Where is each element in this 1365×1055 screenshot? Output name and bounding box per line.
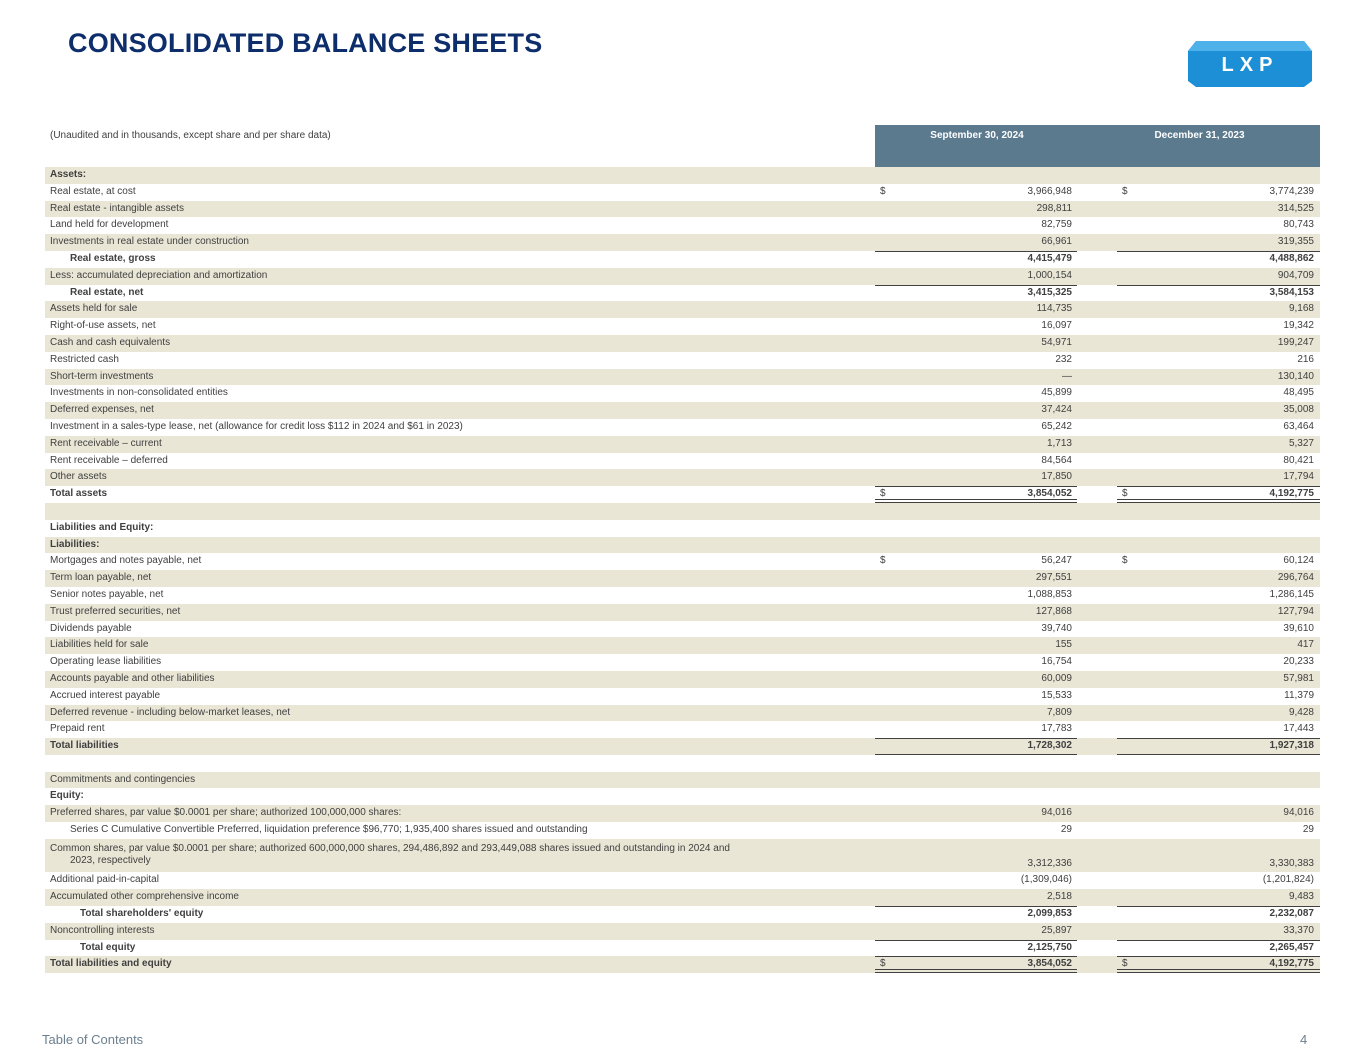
table-row [45,217,1320,234]
table-row [45,234,1320,251]
table-row [45,872,1320,889]
table-row [45,402,1320,419]
value-sep-2024: 17,850 [1041,471,1072,483]
currency-symbol: $ [1122,555,1128,567]
table-row [45,167,1320,184]
row-label: Less: accumulated depreciation and amortization [50,269,268,281]
subtotal-rule [875,956,1077,957]
row-label: Real estate, at cost [50,185,136,197]
table-row [45,318,1320,335]
row-label: Preferred shares, par value $0.0001 per share; authorized 100,000,000 shares: [50,807,402,819]
value-sep-2024: 114,735 [1036,303,1072,315]
subtotal-rule [1117,906,1320,907]
table-row [45,721,1320,738]
row-label: Assets held for sale [50,303,138,315]
value-sep-2024: 15,533 [1041,689,1072,701]
lxp-logo [1188,37,1312,89]
value-sep-2024: 3,312,336 [1027,857,1072,869]
table-row [45,654,1320,671]
value-dec-2023: 11,379 [1284,689,1314,701]
table-row [45,889,1320,906]
page-title: CONSOLIDATED BALANCE SHEETS [68,28,543,58]
value-sep-2024: 16,754 [1041,656,1072,668]
value-dec-2023: 5,327 [1288,437,1314,449]
row-label: Real estate, gross [70,252,156,264]
row-label: Liabilities held for sale [50,639,149,651]
value-dec-2023: 94,016 [1283,807,1314,819]
value-dec-2023: 57,981 [1283,672,1314,684]
row-label: Investment in a sales-type lease, net (allowance for credit loss $112 in 2024 and $61 in 2023) [50,420,463,432]
table-row [45,268,1320,285]
value-sep-2024: 25,897 [1041,924,1072,936]
value-sep-2024: 127,868 [1035,605,1072,617]
table-subheading: (Unaudited and in thousands, except share and per share data) [50,130,331,141]
value-dec-2023: 3,584,153 [1269,286,1314,298]
row-label: Real estate - intangible assets [50,202,184,214]
table-row [45,520,1320,537]
table-row [45,436,1320,453]
subtotal-rule [875,486,1077,487]
row-label: Term loan payable, net [50,572,152,584]
table-row [45,805,1320,822]
value-sep-2024: 16,097 [1041,320,1072,332]
value-dec-2023: 17,443 [1283,723,1314,735]
currency-symbol: $ [880,488,886,500]
table-row [45,335,1320,352]
value-dec-2023: 4,488,862 [1269,252,1314,264]
row-label: Assets: [50,169,87,180]
value-dec-2023: 80,421 [1283,454,1314,466]
row-label: Cash and cash equivalents [50,336,171,348]
value-sep-2024: 3,415,325 [1027,286,1072,298]
value-dec-2023: 80,743 [1283,219,1314,231]
value-dec-2023: 9,168 [1288,303,1314,315]
subtotal-rule [1117,940,1320,941]
total-double-rule [875,969,1077,973]
table-row [45,688,1320,705]
subtotal-rule [1117,285,1320,286]
table-row [45,822,1320,839]
value-dec-2023: 127,794 [1277,605,1314,617]
value-sep-2024: 7,809 [1046,706,1072,718]
row-label: Rent receivable – current [50,437,162,449]
row-label: Land held for development [50,219,169,231]
row-label-continued: 2023, respectively [70,854,151,866]
value-sep-2024: 37,424 [1041,404,1072,416]
row-label: Total assets [50,488,108,500]
row-label: Operating lease liabilities [50,656,162,668]
row-label: Investments in real estate under construction [50,236,249,248]
value-dec-2023: 19,342 [1283,320,1314,332]
row-label: Total shareholders' equity [80,908,204,920]
value-dec-2023: 35,008 [1283,404,1314,416]
row-label: Investments in non-consolidated entities [50,387,228,399]
subtotal-rule [875,738,1077,739]
value-sep-2024: 2,099,853 [1027,908,1072,920]
table-row [45,503,1320,520]
value-sep-2024: 298,811 [1036,202,1072,214]
table-of-contents-link[interactable]: Table of Contents [42,1032,144,1047]
row-label: Other assets [50,471,107,483]
subtotal-rule [875,906,1077,907]
table-row [45,671,1320,688]
row-label: Real estate, net [70,286,144,298]
table-row [45,201,1320,218]
value-sep-2024: 82,759 [1041,219,1072,231]
value-sep-2024: 84,564 [1041,454,1072,466]
row-label: Mortgages and notes payable, net [50,555,202,567]
value-sep-2024: 155 [1055,639,1072,651]
table-row [45,637,1320,654]
row-label: Liabilities: [50,538,100,550]
value-dec-2023: 1,927,318 [1269,740,1314,752]
table-row [45,385,1320,402]
row-label: Accumulated other comprehensive income [50,891,239,903]
subtotal-rule [875,940,1077,941]
table-row [45,940,1320,957]
row-label: Equity: [50,790,84,802]
row-label: Right-of-use assets, net [50,320,156,332]
balance-sheet-table [45,167,1320,973]
currency-symbol: $ [1122,185,1128,197]
table-row [45,604,1320,621]
table-row [45,906,1320,923]
value-dec-2023: 3,330,383 [1269,857,1314,869]
value-sep-2024: 39,740 [1041,622,1072,634]
row-label: Accrued interest payable [50,689,161,701]
row-label: Series C Cumulative Convertible Preferred, liquidation preference $96,770; 1,935,400 shares issued and outstanding [70,824,588,836]
value-sep-2024: 1,088,853 [1027,588,1072,600]
value-dec-2023: 2,265,457 [1269,941,1314,953]
value-dec-2023: 199,247 [1277,336,1314,348]
page-number: 4 [1300,1032,1308,1047]
table-row [45,301,1320,318]
table-row [45,621,1320,638]
value-dec-2023: 33,370 [1283,924,1314,936]
currency-symbol: $ [1122,958,1128,970]
currency-symbol: $ [880,185,886,197]
currency-symbol: $ [1122,488,1128,500]
value-dec-2023: 9,428 [1288,706,1314,718]
value-dec-2023: 319,355 [1277,236,1314,248]
subtotal-rule [1117,486,1320,487]
value-dec-2023: 130,140 [1277,370,1314,382]
table-row [45,839,1320,873]
value-dec-2023: 3,774,239 [1269,185,1314,197]
table-row [45,755,1320,772]
table-row [45,184,1320,201]
table-row [45,772,1320,789]
total-double-rule [1117,969,1320,973]
row-label: Rent receivable – deferred [50,454,168,466]
value-sep-2024: 3,966,948 [1027,185,1072,197]
table-row [45,923,1320,940]
table-row [45,537,1320,554]
table-row [45,369,1320,386]
table-row [45,352,1320,369]
row-label: Total equity [80,941,136,953]
value-sep-2024: 94,016 [1041,807,1072,819]
value-dec-2023: 4,192,775 [1269,958,1314,970]
value-dec-2023: 9,483 [1288,891,1314,903]
subtotal-rule [1117,738,1320,739]
subtotal-rule [1117,956,1320,957]
value-sep-2024: 1,713 [1046,437,1072,449]
row-label: Total liabilities and equity [50,958,172,970]
value-sep-2024: 56,247 [1041,555,1072,567]
table-row [45,788,1320,805]
value-sep-2024: 2,125,750 [1027,941,1072,953]
row-label: Deferred revenue - including below-market leases, net [50,706,291,718]
value-dec-2023: 1,286,145 [1269,588,1314,600]
table-row [45,469,1320,486]
value-dec-2023: 20,233 [1283,656,1314,668]
row-label: Noncontrolling interests [50,924,155,936]
subtotal-rule [1117,251,1320,252]
row-label: Restricted cash [50,353,119,365]
table-row [45,553,1320,570]
value-sep-2024: 3,854,052 [1027,958,1072,970]
table-row [45,251,1320,268]
value-sep-2024: 54,971 [1041,336,1072,348]
subtotal-rule [875,251,1077,252]
row-label: Dividends payable [50,622,132,634]
column-header-dec-2023: December 31, 2023 [1079,125,1320,167]
value-sep-2024: 297,551 [1035,572,1072,584]
value-dec-2023: 314,525 [1277,202,1314,214]
value-sep-2024: 60,009 [1041,672,1072,684]
value-dec-2023: 417 [1297,639,1314,651]
value-dec-2023: 60,124 [1283,555,1314,567]
value-sep-2024: 29 [1060,824,1072,836]
value-dec-2023: (1,201,824) [1262,874,1314,886]
table-row [45,419,1320,436]
value-sep-2024: 45,899 [1041,387,1072,399]
value-sep-2024: 65,242 [1041,420,1072,432]
value-dec-2023: 17,794 [1283,471,1314,483]
table-row [45,486,1320,503]
value-sep-2024: 1,000,154 [1027,269,1072,281]
row-label: Senior notes payable, net [50,588,164,600]
value-sep-2024: (1,309,046) [1020,874,1072,886]
table-row [45,570,1320,587]
row-label [50,843,810,867]
table-row [45,738,1320,755]
value-sep-2024: 2,518 [1046,891,1072,903]
value-sep-2024: 4,415,479 [1027,252,1072,264]
value-sep-2024: 232 [1055,353,1072,365]
value-sep-2024: — [1062,370,1072,382]
table-row [45,453,1320,470]
value-dec-2023: 216 [1297,353,1314,365]
currency-symbol: $ [880,555,886,567]
value-dec-2023: 904,709 [1277,269,1314,281]
value-dec-2023: 4,192,775 [1269,488,1314,500]
value-dec-2023: 39,610 [1283,622,1314,634]
column-header-sep-2024: September 30, 2024 [875,125,1079,167]
row-label: Total liabilities [50,740,119,752]
subtotal-rule [875,285,1077,286]
row-label: Additional paid-in-capital [50,874,159,886]
value-sep-2024: 1,728,302 [1027,740,1072,752]
value-sep-2024: 3,854,052 [1027,488,1072,500]
value-dec-2023: 63,464 [1283,420,1314,432]
currency-symbol: $ [880,958,886,970]
table-row [45,705,1320,722]
value-dec-2023: 296,764 [1277,572,1314,584]
value-dec-2023: 29 [1302,824,1314,836]
row-label-line1: Common shares, par value $0.0001 per share; authorized 600,000,000 shares, 294,486,892 and 293,449,088 shares issued and outstanding in 2024 and [50,842,730,854]
row-label: Liabilities and Equity: [50,521,154,533]
table-row [45,285,1320,302]
table-row [45,587,1320,604]
row-label: Prepaid rent [50,723,105,735]
row-label: Deferred expenses, net [50,404,154,416]
value-sep-2024: 17,783 [1041,723,1072,735]
svg-text:LXP: LXP [1221,54,1279,76]
row-label: Short-term investments [50,370,154,382]
value-dec-2023: 48,495 [1283,387,1314,399]
row-label: Trust preferred securities, net [50,605,181,617]
row-label: Accounts payable and other liabilities [50,672,215,684]
value-sep-2024: 66,961 [1041,236,1072,248]
table-row [45,956,1320,973]
row-label: Commitments and contingencies [50,773,196,785]
value-dec-2023: 2,232,087 [1269,908,1314,920]
